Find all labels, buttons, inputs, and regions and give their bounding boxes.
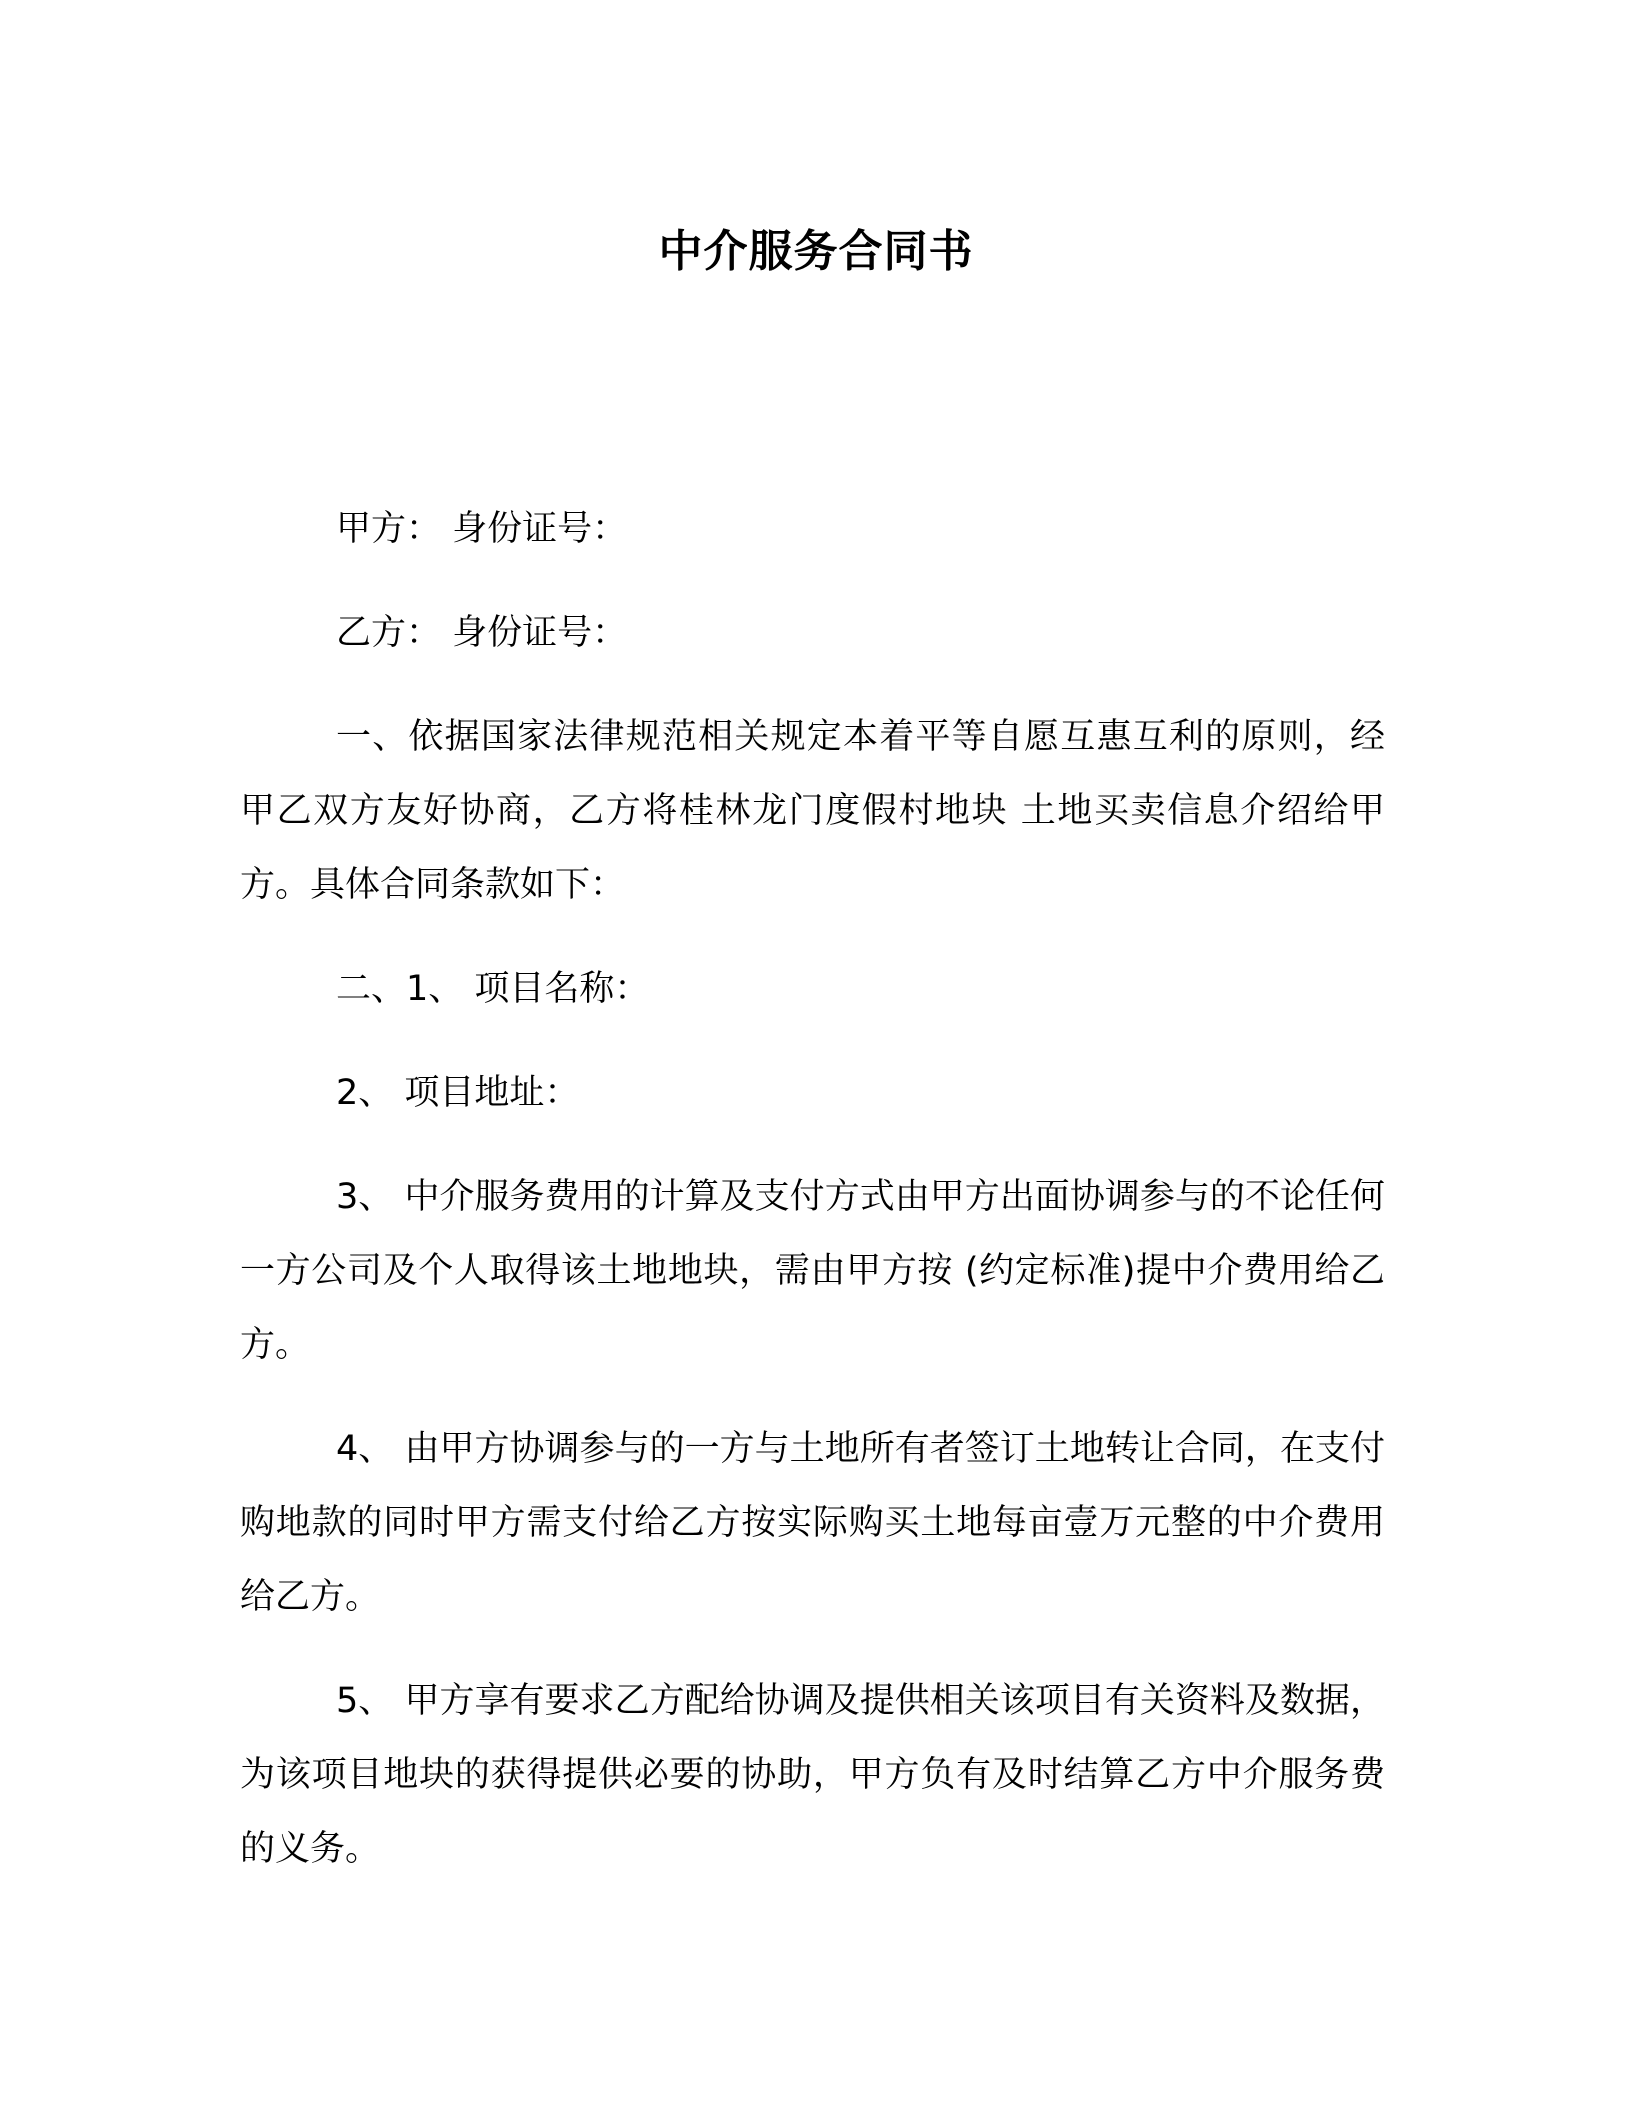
party-b-line: 乙方： 身份证号： — [336, 613, 628, 653]
clause-2-item-3: 3、 中介服务费用的计算及支付方式由甲方出面协调参与的不论任何一方公司及个人取得该土地地块，需由甲方按 (约定标准)提中介费用给乙方。 — [240, 1177, 1385, 1365]
clause-2-item-4: 4、 由甲方协调参与的一方与土地所有者签订土地转让合同，在支付购地款的同时甲方需支付给乙方按实际购买土地每亩壹万元整的中介费用给乙方。 — [240, 1429, 1385, 1617]
clause-2-item-2: 2、 项目地址： — [336, 1073, 580, 1113]
document-title: 中介服务合同书 — [658, 226, 974, 277]
party-a-line: 甲方： 身份证号： — [336, 509, 628, 549]
document-body — [240, 492, 1385, 1916]
clause-1: 一、依据国家法律规范相关规定本着平等自愿互惠互利的原则，经甲乙双方友好协商，乙方将桂林龙门度假村地块 土地买卖信息介绍给甲方。具体合同条款如下： — [240, 717, 1385, 905]
clause-2-item-5: 5、 甲方享有要求乙方配给协调及提供相关该项目有关资料及数据，为该项目地块的获得提供必要的协助，甲方负有及时结算乙方中介服务费的义务。 — [240, 1681, 1385, 1869]
clause-2-item-1: 二、1、 项目名称： — [336, 969, 650, 1009]
